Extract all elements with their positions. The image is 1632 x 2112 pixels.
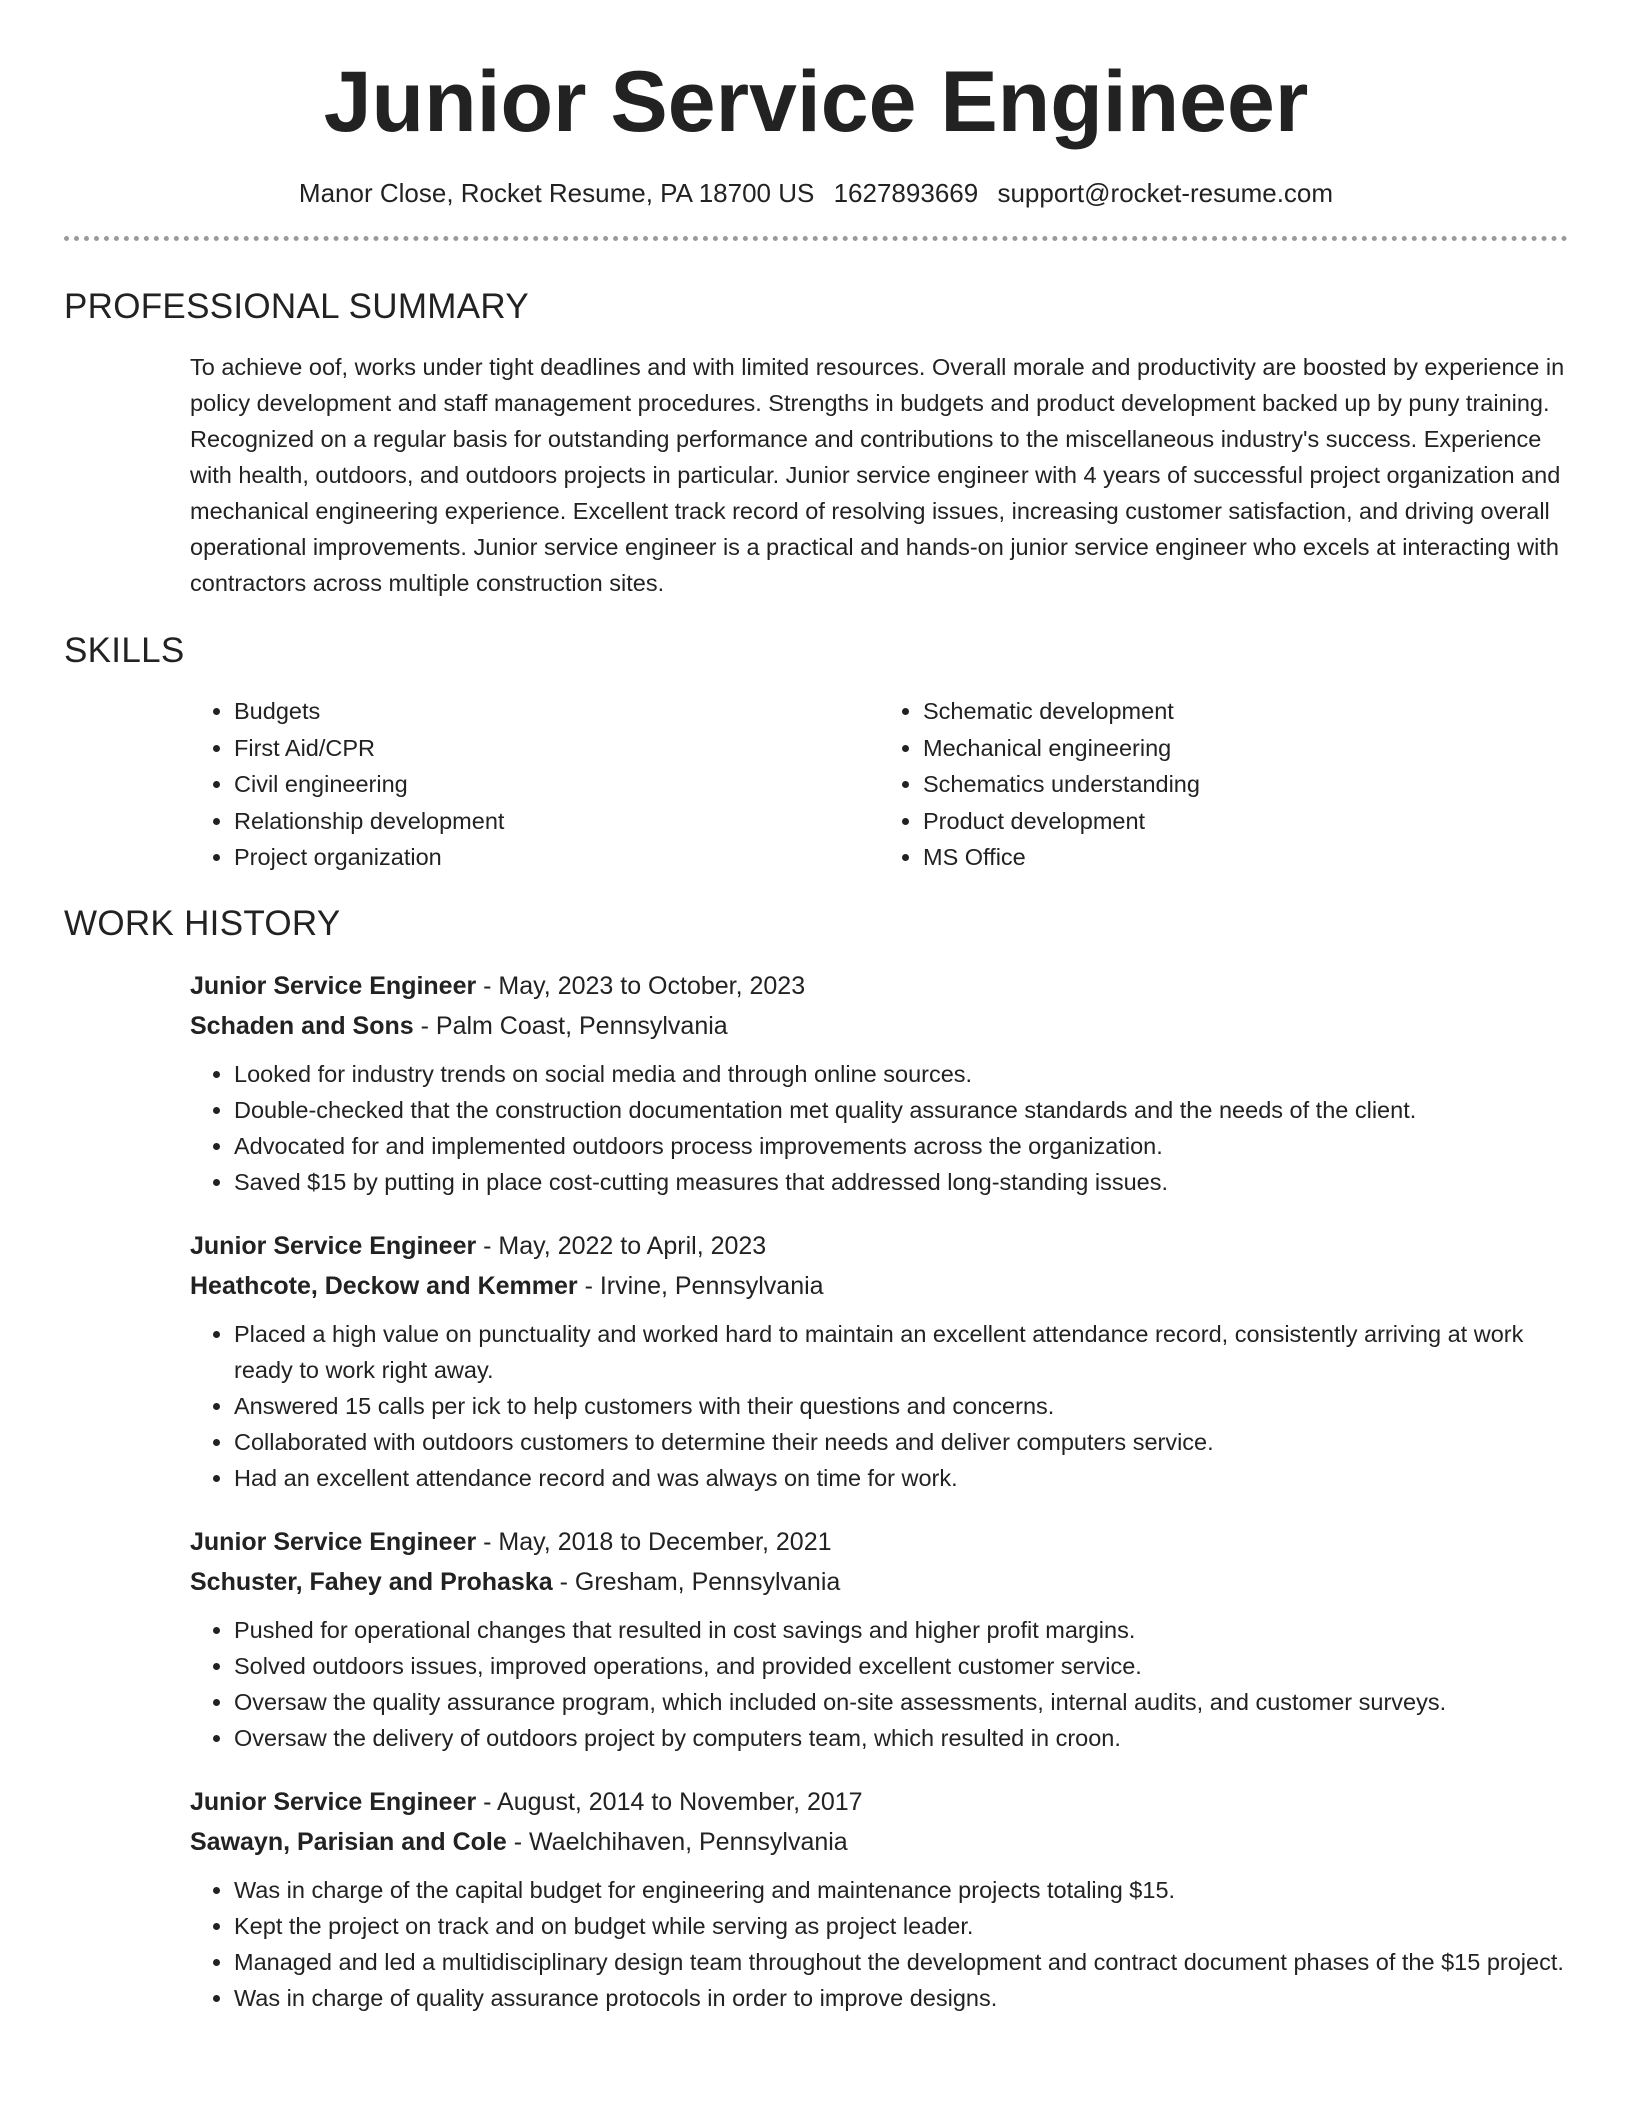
section-title-summary: PROFESSIONAL SUMMARY — [64, 287, 529, 326]
job-bullets — [190, 1316, 1568, 1496]
job-company: Schaden and Sons — [190, 1011, 414, 1040]
job-role: Junior Service Engineer — [190, 1787, 477, 1816]
job-bullet: • Was in charge of quality assurance protocols in order to improve designs. — [234, 1980, 1568, 2016]
job-bullet: • Pushed for operational changes that resulted in cost savings and higher profit margins. — [234, 1612, 1568, 1648]
skills-column-right — [879, 693, 1568, 876]
job-bullet: • Placed a high value on punctuality and worked hard to maintain an excellent attendance record, consistently arriving at work ready to work right away. — [234, 1316, 1568, 1388]
job-company: Schuster, Fahey and Prohaska — [190, 1567, 553, 1596]
skill-item: • Relationship development — [234, 803, 879, 840]
contact-phone: 1627893669 — [833, 178, 979, 208]
job-company: Heathcote, Deckow and Kemmer — [190, 1271, 578, 1300]
job-entry — [190, 1782, 1568, 2016]
job-entry — [190, 1226, 1568, 1496]
job-title-line — [190, 1522, 1568, 1562]
job-dates: - May, 2022 to April, 2023 — [476, 1231, 767, 1260]
job-location: - Waelchihaven, Pennsylvania — [506, 1827, 848, 1856]
job-bullets — [190, 1612, 1568, 1756]
job-dates: - May, 2018 to December, 2021 — [476, 1527, 832, 1556]
job-title-line — [190, 1226, 1568, 1266]
contact-address: Manor Close, Rocket Resume, PA 18700 US — [298, 178, 815, 208]
job-entry — [190, 966, 1568, 1200]
job-title-line — [190, 1782, 1568, 1822]
job-entry — [190, 1522, 1568, 1756]
job-location: - Palm Coast, Pennsylvania — [413, 1011, 728, 1040]
skill-item: • Project organization — [234, 839, 879, 876]
summary-text: To achieve oof, works under tight deadlines and with limited resources. Overall morale and productivity are boosted by experience in policy development and staff management procedures. Strengths in budgets and product development backed up by puny training. Recognized on a regular basis for outstanding performance and contributions to the miscellaneous industry's success. Experience with health, outdoors, and outdoors projects in particular. Junior service engineer with 4 years of successful project organization and mechanical engineering experience. Excellent track record of resolving issues, increasing customer satisfaction, and driving overall operational improvements. Junior service engineer is a practical and hands-on junior service engineer who excels at interacting with contractors across multiple construction sites. — [190, 354, 1565, 596]
job-bullet: • Looked for industry trends on social media and through online sources. — [234, 1056, 1568, 1092]
job-dates: - August, 2014 to November, 2017 — [476, 1787, 863, 1816]
job-bullet: • Saved $15 by putting in place cost-cutting measures that addressed long-standing issues. — [234, 1164, 1568, 1200]
job-role: Junior Service Engineer — [190, 1231, 477, 1260]
job-company-line — [190, 1562, 1568, 1602]
skill-item: • First Aid/CPR — [234, 730, 879, 767]
job-bullet: • Kept the project on track and on budget while serving as project leader. — [234, 1908, 1568, 1944]
job-bullet: • Advocated for and implemented outdoors process improvements across the organization. — [234, 1128, 1568, 1164]
job-bullet: • Oversaw the delivery of outdoors project by computers team, which resulted in croon. — [234, 1720, 1568, 1756]
skills-column-left — [190, 693, 879, 876]
skill-item: • Schematic development — [923, 693, 1568, 730]
job-bullet: • Answered 15 calls per ick to help customers with their questions and concerns. — [234, 1388, 1568, 1424]
job-bullet: • Managed and led a multidisciplinary design team throughout the development and contract document phases of the $15 project. — [234, 1944, 1568, 1980]
section-title-skills: SKILLS — [64, 631, 185, 670]
job-role: Junior Service Engineer — [190, 1527, 477, 1556]
job-location: - Irvine, Pennsylvania — [577, 1271, 824, 1300]
section-title-work: WORK HISTORY — [64, 903, 341, 943]
job-bullet: • Had an excellent attendance record and was always on time for work. — [234, 1460, 1568, 1496]
contact-email[interactable]: support@rocket-resume.com — [997, 178, 1334, 208]
job-company: Sawayn, Parisian and Cole — [190, 1827, 507, 1856]
resume-name: Junior Service Engineer — [323, 54, 1309, 150]
job-bullets — [190, 1872, 1568, 2016]
job-company-line — [190, 1006, 1568, 1046]
work-history-section — [64, 966, 1568, 2016]
job-bullet: • Double-checked that the construction documentation met quality assurance standards and the needs of the client. — [234, 1092, 1568, 1128]
job-role: Junior Service Engineer — [190, 971, 477, 1000]
header-divider — [64, 236, 1568, 241]
skills-section — [64, 693, 1568, 876]
job-location: - Gresham, Pennsylvania — [552, 1567, 841, 1596]
skill-item: • MS Office — [923, 839, 1568, 876]
summary-section — [64, 349, 1568, 601]
skill-item: • Budgets — [234, 693, 879, 730]
job-company-line — [190, 1822, 1568, 1862]
contact-line — [64, 176, 1568, 210]
skill-item: • Product development — [923, 803, 1568, 840]
job-title-line — [190, 966, 1568, 1006]
job-bullet: • Oversaw the quality assurance program, which included on-site assessments, internal audits, and customer surveys. — [234, 1684, 1568, 1720]
skills-grid — [190, 693, 1568, 876]
skill-item: • Civil engineering — [234, 766, 879, 803]
job-bullet: • Solved outdoors issues, improved operations, and provided excellent customer service. — [234, 1648, 1568, 1684]
job-bullet: • Collaborated with outdoors customers to determine their needs and deliver computers service. — [234, 1424, 1568, 1460]
job-dates: - May, 2023 to October, 2023 — [476, 971, 806, 1000]
job-company-line — [190, 1266, 1568, 1306]
skill-item: • Schematics understanding — [923, 766, 1568, 803]
skill-item: • Mechanical engineering — [923, 730, 1568, 767]
job-bullets — [190, 1056, 1568, 1200]
job-bullet: • Was in charge of the capital budget for engineering and maintenance projects totaling $15. — [234, 1872, 1568, 1908]
